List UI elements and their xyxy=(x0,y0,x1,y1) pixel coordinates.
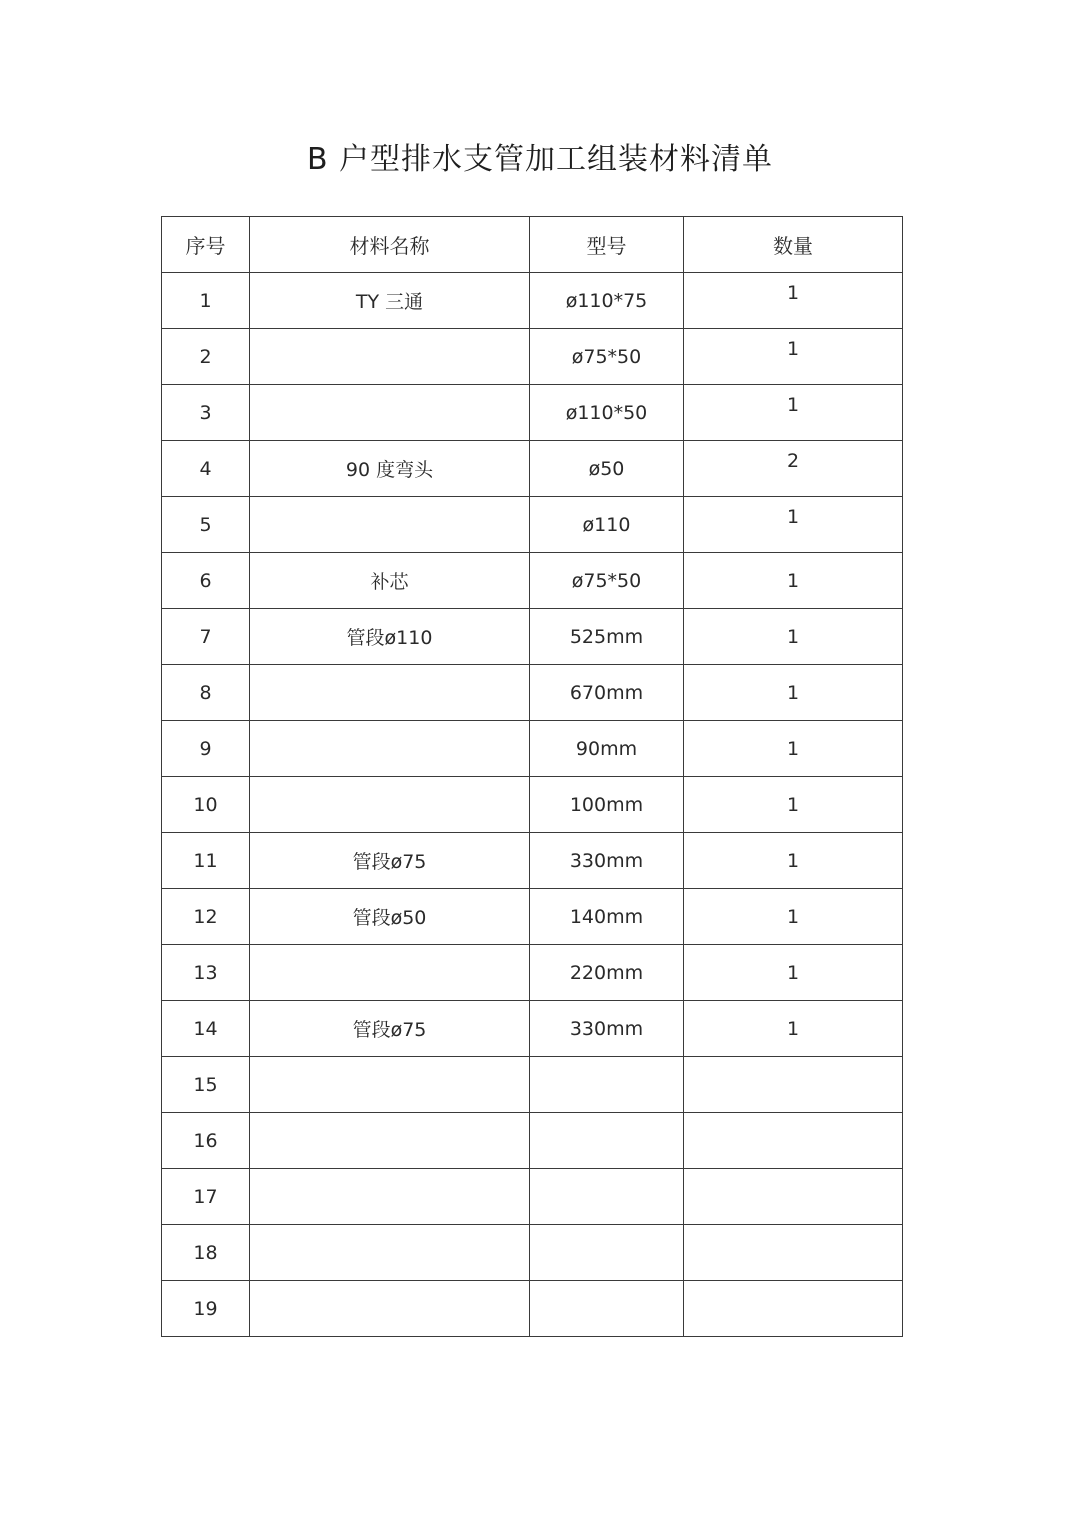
cell-model: 330mm xyxy=(530,833,684,889)
document-title: B 户型排水支管加工组装材料清单 xyxy=(306,142,774,177)
cell-quantity: 1 xyxy=(684,777,903,833)
cell-material-name xyxy=(250,1057,530,1113)
cell-model: 90mm xyxy=(530,721,684,777)
cell-serial-number: 12 xyxy=(162,889,250,945)
cell-quantity: 1 xyxy=(684,1001,903,1057)
quantity-value: 1 xyxy=(786,281,800,304)
quantity-value: 1 xyxy=(786,393,800,416)
cell-serial-number: 10 xyxy=(162,777,250,833)
cell-material-name: 补芯 xyxy=(250,553,530,609)
cell-material-name xyxy=(250,1225,530,1281)
cell-material-name xyxy=(250,777,530,833)
cell-model: ø50 xyxy=(530,441,684,497)
cell-model: ø110*50 xyxy=(530,385,684,441)
cell-material-name: 管段ø50 xyxy=(250,889,530,945)
table-row xyxy=(162,889,903,945)
cell-serial-number: 14 xyxy=(162,1001,250,1057)
cell-serial-number: 15 xyxy=(162,1057,250,1113)
cell-model: 140mm xyxy=(530,889,684,945)
cell-model: ø110*75 xyxy=(530,273,684,329)
table-row xyxy=(162,329,903,385)
cell-quantity xyxy=(684,385,903,441)
cell-model: 220mm xyxy=(530,945,684,1001)
cell-quantity: 1 xyxy=(684,609,903,665)
table-row xyxy=(162,553,903,609)
table-row xyxy=(162,1113,903,1169)
cell-quantity xyxy=(684,273,903,329)
table-row xyxy=(162,777,903,833)
table-row xyxy=(162,1281,903,1337)
cell-model: ø75*50 xyxy=(530,329,684,385)
cell-quantity xyxy=(684,1057,903,1113)
cell-serial-number: 8 xyxy=(162,665,250,721)
cell-quantity xyxy=(684,329,903,385)
table-row xyxy=(162,665,903,721)
cell-quantity xyxy=(684,1113,903,1169)
cell-quantity xyxy=(684,1169,903,1225)
cell-model: 100mm xyxy=(530,777,684,833)
quantity-value: 1 xyxy=(786,505,800,528)
table-row xyxy=(162,1169,903,1225)
cell-serial-number: 4 xyxy=(162,441,250,497)
cell-model xyxy=(530,1225,684,1281)
table-row xyxy=(162,441,903,497)
cell-quantity xyxy=(684,1225,903,1281)
cell-model: ø110 xyxy=(530,497,684,553)
table-row xyxy=(162,721,903,777)
table-row xyxy=(162,385,903,441)
table-row xyxy=(162,273,903,329)
cell-model: ø75*50 xyxy=(530,553,684,609)
table-header-row xyxy=(162,217,903,273)
cell-material-name xyxy=(250,1113,530,1169)
table-body xyxy=(162,273,903,1337)
table-row xyxy=(162,1225,903,1281)
cell-material-name xyxy=(250,329,530,385)
cell-serial-number: 2 xyxy=(162,329,250,385)
cell-material-name: 90 度弯头 xyxy=(250,441,530,497)
cell-quantity: 1 xyxy=(684,665,903,721)
cell-serial-number: 11 xyxy=(162,833,250,889)
cell-material-name: 管段ø75 xyxy=(250,1001,530,1057)
table-row xyxy=(162,1001,903,1057)
header-model: 型号 xyxy=(530,217,684,273)
quantity-value: 1 xyxy=(786,337,800,360)
cell-model: 670mm xyxy=(530,665,684,721)
cell-material-name: TY 三通 xyxy=(250,273,530,329)
cell-quantity xyxy=(684,1281,903,1337)
cell-serial-number: 3 xyxy=(162,385,250,441)
cell-material-name xyxy=(250,497,530,553)
header-serial-number: 序号 xyxy=(162,217,250,273)
cell-quantity xyxy=(684,497,903,553)
cell-material-name: 管段ø110 xyxy=(250,609,530,665)
cell-model: 525mm xyxy=(530,609,684,665)
cell-serial-number: 1 xyxy=(162,273,250,329)
table-row xyxy=(162,497,903,553)
cell-quantity: 1 xyxy=(684,889,903,945)
cell-quantity: 1 xyxy=(684,833,903,889)
cell-quantity: 1 xyxy=(684,553,903,609)
materials-table xyxy=(161,216,903,1337)
header-material-name: 材料名称 xyxy=(250,217,530,273)
cell-serial-number: 16 xyxy=(162,1113,250,1169)
cell-quantity: 1 xyxy=(684,721,903,777)
cell-serial-number: 17 xyxy=(162,1169,250,1225)
cell-serial-number: 9 xyxy=(162,721,250,777)
cell-serial-number: 6 xyxy=(162,553,250,609)
cell-material-name xyxy=(250,721,530,777)
table-row xyxy=(162,609,903,665)
table-row xyxy=(162,1057,903,1113)
cell-serial-number: 13 xyxy=(162,945,250,1001)
cell-quantity xyxy=(684,441,903,497)
cell-model xyxy=(530,1113,684,1169)
cell-serial-number: 5 xyxy=(162,497,250,553)
quantity-value: 2 xyxy=(786,449,800,472)
cell-serial-number: 7 xyxy=(162,609,250,665)
table-row xyxy=(162,833,903,889)
cell-material-name: 管段ø75 xyxy=(250,833,530,889)
table-row xyxy=(162,945,903,1001)
cell-model xyxy=(530,1169,684,1225)
cell-model xyxy=(530,1281,684,1337)
cell-quantity: 1 xyxy=(684,945,903,1001)
header-quantity: 数量 xyxy=(684,217,903,273)
cell-material-name xyxy=(250,1169,530,1225)
cell-serial-number: 19 xyxy=(162,1281,250,1337)
cell-material-name xyxy=(250,1281,530,1337)
cell-material-name xyxy=(250,665,530,721)
cell-material-name xyxy=(250,385,530,441)
cell-serial-number: 18 xyxy=(162,1225,250,1281)
cell-material-name xyxy=(250,945,530,1001)
cell-model: 330mm xyxy=(530,1001,684,1057)
cell-model xyxy=(530,1057,684,1113)
